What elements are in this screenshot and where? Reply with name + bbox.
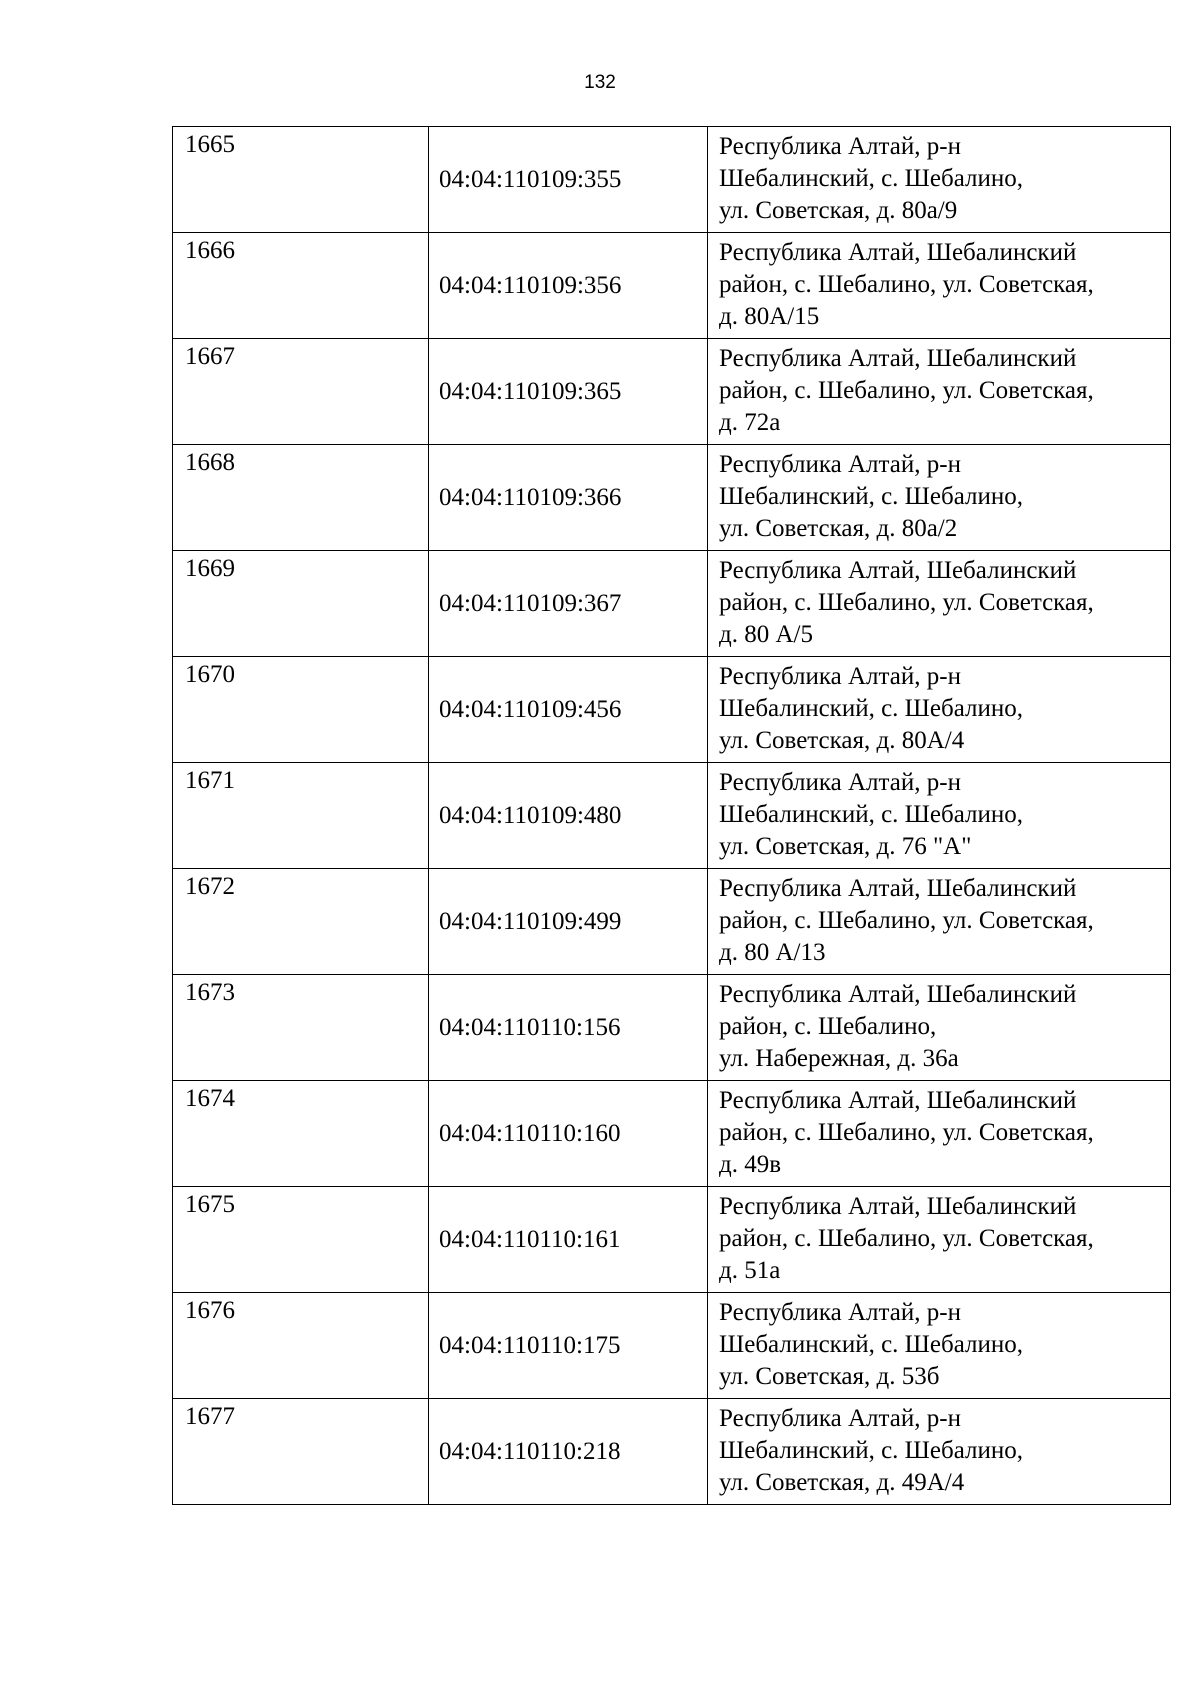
row-number-cell: 1670: [173, 657, 429, 763]
records-table: [172, 126, 1171, 1505]
address-line: д. 49в: [719, 1151, 782, 1178]
row-number-cell: 1673: [173, 975, 429, 1081]
row-number-cell: 1667: [173, 339, 429, 445]
row-number-cell: 1666: [173, 233, 429, 339]
address-line: Республика Алтай, Шебалинский: [719, 981, 1077, 1008]
row-number-cell: 1677: [173, 1399, 429, 1505]
address-line: Шебалинский, с. Шебалино,: [719, 165, 1024, 192]
address-line: ул. Советская, д. 53б: [719, 1363, 940, 1390]
address-cell: [708, 1081, 1171, 1187]
table-row: [173, 1293, 1171, 1399]
table-row: [173, 657, 1171, 763]
address-cell: [708, 869, 1171, 975]
cadastral-number-cell: 04:04:110109:356: [429, 233, 708, 339]
address-cell: [708, 1187, 1171, 1293]
address-line: Шебалинский, с. Шебалино,: [719, 695, 1024, 722]
address-line: район, с. Шебалино, ул. Советская,: [719, 589, 1094, 616]
row-number-cell: 1665: [173, 127, 429, 233]
table-row: [173, 1187, 1171, 1293]
address-line: Республика Алтай, р-н: [719, 1299, 961, 1326]
address-line: Республика Алтай, Шебалинский: [719, 1193, 1077, 1220]
row-number-cell: 1668: [173, 445, 429, 551]
address-line: Шебалинский, с. Шебалино,: [719, 483, 1024, 510]
address-line: Шебалинский, с. Шебалино,: [719, 1437, 1024, 1464]
table-row: [173, 1081, 1171, 1187]
address-line: Республика Алтай, р-н: [719, 663, 961, 690]
address-cell: [708, 1293, 1171, 1399]
row-number-cell: 1675: [173, 1187, 429, 1293]
cadastral-number-cell: 04:04:110110:218: [429, 1399, 708, 1505]
table-row: [173, 445, 1171, 551]
cadastral-number-cell: 04:04:110109:355: [429, 127, 708, 233]
cadastral-number-cell: 04:04:110110:175: [429, 1293, 708, 1399]
cadastral-number-cell: 04:04:110109:456: [429, 657, 708, 763]
address-line: ул. Советская, д. 80А/4: [719, 727, 965, 754]
address-line: район, с. Шебалино, ул. Советская,: [719, 907, 1094, 934]
address-line: район, с. Шебалино, ул. Советская,: [719, 377, 1094, 404]
address-line: Республика Алтай, р-н: [719, 769, 961, 796]
address-line: д. 80 А/5: [719, 621, 813, 648]
address-line: д. 80 А/13: [719, 939, 826, 966]
cadastral-number-cell: 04:04:110109:480: [429, 763, 708, 869]
address-cell: [708, 1399, 1171, 1505]
address-line: район, с. Шебалино, ул. Советская,: [719, 1225, 1094, 1252]
address-line: Республика Алтай, р-н: [719, 133, 961, 160]
address-cell: [708, 975, 1171, 1081]
table-row: [173, 339, 1171, 445]
table-row: [173, 869, 1171, 975]
address-line: д. 80А/15: [719, 303, 820, 330]
cadastral-number-cell: 04:04:110109:499: [429, 869, 708, 975]
row-number-cell: 1671: [173, 763, 429, 869]
row-number-cell: 1672: [173, 869, 429, 975]
address-line: Республика Алтай, Шебалинский: [719, 875, 1077, 902]
address-line: д. 51а: [719, 1257, 781, 1284]
cadastral-number-cell: 04:04:110110:156: [429, 975, 708, 1081]
table-row: [173, 975, 1171, 1081]
address-line: ул. Советская, д. 49А/4: [719, 1469, 965, 1496]
records-table-body: [173, 127, 1171, 1505]
cadastral-number-cell: 04:04:110109:365: [429, 339, 708, 445]
table-row: [173, 763, 1171, 869]
address-line: район, с. Шебалино,: [719, 1013, 937, 1040]
address-line: Республика Алтай, р-н: [719, 451, 961, 478]
address-line: Шебалинский, с. Шебалино,: [719, 801, 1024, 828]
cadastral-number-cell: 04:04:110110:161: [429, 1187, 708, 1293]
address-line: Шебалинский, с. Шебалино,: [719, 1331, 1024, 1358]
address-cell: [708, 763, 1171, 869]
address-line: район, с. Шебалино, ул. Советская,: [719, 271, 1094, 298]
address-line: ул. Советская, д. 76 "А": [719, 833, 972, 860]
address-cell: [708, 551, 1171, 657]
cadastral-number-cell: 04:04:110109:367: [429, 551, 708, 657]
address-cell: [708, 339, 1171, 445]
cadastral-number-cell: 04:04:110109:366: [429, 445, 708, 551]
address-line: Республика Алтай, р-н: [719, 1405, 961, 1432]
row-number-cell: 1669: [173, 551, 429, 657]
table-row: [173, 1399, 1171, 1505]
address-line: Республика Алтай, Шебалинский: [719, 239, 1077, 266]
address-line: Республика Алтай, Шебалинский: [719, 557, 1077, 584]
table-row: [173, 127, 1171, 233]
table-row: [173, 233, 1171, 339]
address-cell: [708, 657, 1171, 763]
address-line: Республика Алтай, Шебалинский: [719, 345, 1077, 372]
table-row: [173, 551, 1171, 657]
cadastral-number-cell: 04:04:110110:160: [429, 1081, 708, 1187]
address-line: ул. Набережная, д. 36а: [719, 1045, 959, 1072]
address-line: ул. Советская, д. 80а/2: [719, 515, 958, 542]
address-line: д. 72а: [719, 409, 781, 436]
page-number: 132: [584, 72, 616, 93]
address-cell: [708, 445, 1171, 551]
address-cell: [708, 127, 1171, 233]
row-number-cell: 1676: [173, 1293, 429, 1399]
address-cell: [708, 233, 1171, 339]
address-line: Республика Алтай, Шебалинский: [719, 1087, 1077, 1114]
address-line: район, с. Шебалино, ул. Советская,: [719, 1119, 1094, 1146]
row-number-cell: 1674: [173, 1081, 429, 1187]
address-line: ул. Советская, д. 80а/9: [719, 197, 958, 224]
